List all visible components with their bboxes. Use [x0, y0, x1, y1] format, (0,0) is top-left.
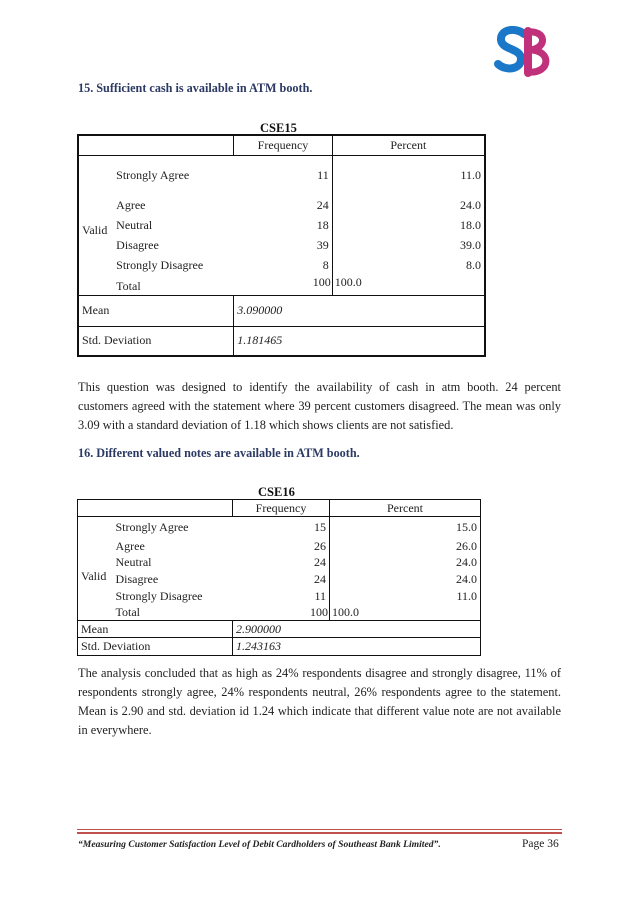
- percent-header: Percent: [332, 135, 485, 155]
- mean-row: [78, 621, 481, 638]
- row-label: Strongly Disagree: [116, 257, 204, 272]
- percent-cell: 100.0: [330, 605, 481, 621]
- table-row: [78, 517, 481, 538]
- row-label: Strongly Agree: [116, 167, 190, 182]
- frequency-cell: 24: [316, 197, 329, 212]
- mean-value: 2.900000: [233, 621, 481, 638]
- frequency-cell: 11: [317, 167, 329, 182]
- row-label: Neutral: [116, 217, 153, 232]
- frequency-cell: 8: [322, 257, 329, 272]
- percent-cell: 15.0: [330, 517, 481, 538]
- table-row: [78, 605, 481, 621]
- percent-cell: 100.0: [332, 275, 485, 295]
- frequency-cell: 15: [314, 519, 326, 534]
- table-row: [78, 235, 485, 255]
- frequency-header: Frequency: [233, 500, 330, 517]
- percent-cell: 39.0: [332, 235, 485, 255]
- footer-rule-thick: [77, 832, 562, 834]
- section-15-paragraph: This question was designed to identify the availability of cash in atm booth. 24 percent customers agreed with the statement where 39 percent customers disagreed. The mean was only 3.09 with a standard deviation of 1.18 which shows clients are not satisfied.: [78, 380, 561, 432]
- cse15-table-caption: CSE15: [260, 121, 297, 135]
- table-row: [78, 571, 481, 588]
- percent-cell: 11.0: [330, 588, 481, 605]
- section-16-heading: 16. Different valued notes are available in ATM booth.: [78, 446, 360, 460]
- table-header-row: [78, 135, 485, 155]
- mean-label: Mean: [81, 621, 109, 636]
- valid-group-label: Valid: [81, 569, 107, 583]
- row-label: Agree: [116, 197, 146, 212]
- footer-document-title: “Measuring Customer Satisfaction Level of Debit Cardholders of Southeast Bank Limited”.: [78, 839, 441, 850]
- mean-row: [78, 295, 485, 326]
- percent-cell: 24.0: [330, 555, 481, 571]
- table-row: [78, 215, 485, 235]
- row-label: Strongly Agree: [115, 519, 189, 534]
- percent-cell: 11.0: [332, 155, 485, 195]
- frequency-cell: 18: [316, 217, 329, 232]
- mean-label: Mean: [82, 303, 110, 317]
- std-deviation-value: 1.243163: [233, 638, 481, 656]
- row-label: Neutral: [115, 555, 152, 569]
- row-label: Total: [115, 604, 140, 619]
- percent-header: Percent: [330, 500, 481, 517]
- sb-logo: [494, 26, 558, 78]
- frequency-cell: 100: [312, 275, 331, 289]
- percent-cell: 24.0: [330, 571, 481, 588]
- percent-cell: 18.0: [332, 215, 485, 235]
- std-deviation-row: [78, 326, 485, 356]
- footer-rule: [77, 829, 562, 830]
- std-deviation-label: Std. Deviation: [81, 639, 151, 653]
- frequency-cell: 24: [314, 571, 326, 586]
- row-label: Disagree: [115, 571, 159, 586]
- table-row: [78, 588, 481, 605]
- frequency-header: Frequency: [234, 135, 332, 155]
- row-label: Agree: [115, 538, 145, 553]
- row-label: Disagree: [116, 237, 159, 252]
- percent-cell: 26.0: [330, 538, 481, 555]
- table-row: [78, 195, 485, 215]
- row-label: Strongly Disagree: [115, 588, 203, 603]
- cse16-frequency-table: [77, 499, 481, 656]
- cse16-table-caption: CSE16: [258, 485, 295, 499]
- frequency-cell: 39: [316, 237, 329, 252]
- percent-cell: 24.0: [332, 195, 485, 215]
- valid-group-label: Valid: [82, 222, 108, 237]
- frequency-cell: 11: [314, 588, 326, 603]
- row-label: Total: [116, 279, 141, 294]
- frequency-cell: 26: [314, 538, 326, 553]
- table-row: [78, 538, 481, 555]
- table-row: [78, 275, 485, 295]
- table-row: [78, 155, 485, 195]
- table-header-row: [78, 500, 481, 517]
- section-16-paragraph: The analysis concluded that as high as 24% respondents disagree and strongly disagree, 11% of respondents strongly agree, 24% respondents neutral, 26% respondents agree to the statement. Mean is 2.90 and std. deviation id 1.24 which indicate that different value note are not available in everywhere.: [78, 666, 561, 737]
- table-row: [78, 255, 485, 275]
- std-deviation-row: [78, 638, 481, 656]
- frequency-cell: 100: [310, 604, 328, 619]
- mean-value: 3.090000: [234, 295, 485, 326]
- std-deviation-label: Std. Deviation: [82, 333, 152, 348]
- section-15-heading: 15. Sufficient cash is available in ATM booth.: [78, 81, 313, 95]
- table-row: [78, 555, 481, 571]
- std-deviation-value: 1.181465: [234, 326, 485, 356]
- page-number: Page 36: [522, 838, 559, 850]
- cse15-frequency-table: [77, 134, 486, 357]
- frequency-cell: 24: [314, 555, 326, 569]
- percent-cell: 8.0: [332, 255, 485, 275]
